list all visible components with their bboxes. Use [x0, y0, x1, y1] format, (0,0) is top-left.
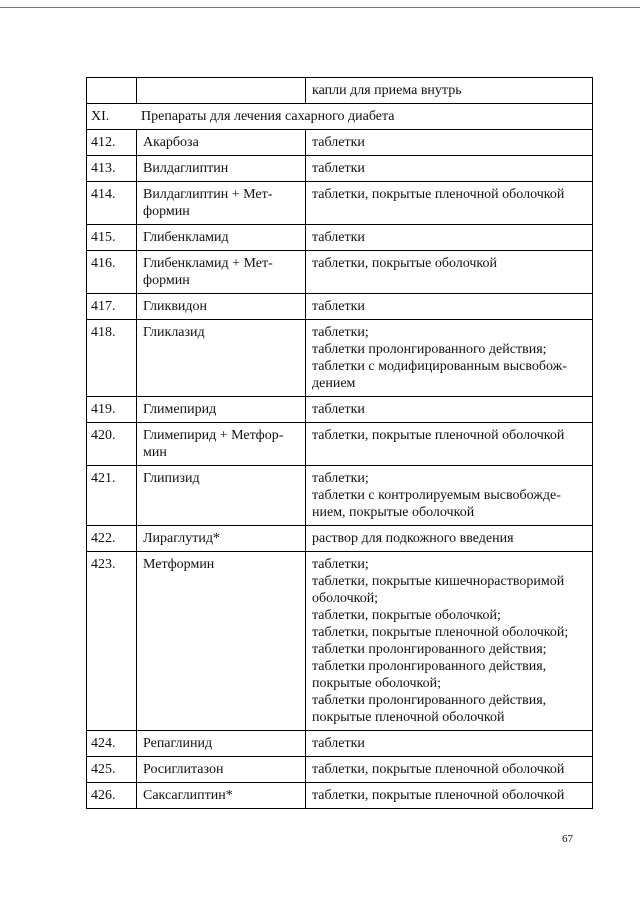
row-number: 422. — [87, 526, 137, 552]
dosage-form: таблетки — [306, 156, 593, 182]
table-row — [87, 423, 593, 466]
top-scan-rule — [0, 7, 640, 8]
table-row — [87, 251, 593, 294]
drug-name: Глимепирид — [137, 397, 306, 423]
table-row — [87, 552, 593, 731]
drug-table-body — [87, 78, 593, 809]
table-row — [87, 397, 593, 423]
drug-name: Росиглитазон — [137, 757, 306, 783]
row-number: 421. — [87, 466, 137, 526]
dosage-form: таблетки, покрытые пленочной оболочкой — [306, 783, 593, 809]
dosage-form: капли для приема внутрь — [306, 78, 593, 104]
page-number: 67 — [562, 833, 573, 845]
dosage-form: таблетки; таблетки, покрытые кишечнорастворимой оболочкой; таблетки, покрытые оболочкой; таблетки, покрытые пленочной оболочкой; таблетки пролонгированного действия; таблетки пролонгированного действия, покрытые оболочкой; таблетки пролонгированного действия, покрытые пленочной оболочкой — [306, 552, 593, 731]
table-row — [87, 156, 593, 182]
dosage-form: таблетки; таблетки пролонгированного действия; таблетки с модифицированным высвобож- дением — [306, 320, 593, 397]
dosage-form: раствор для подкожного введения — [306, 526, 593, 552]
row-number: 418. — [87, 320, 137, 397]
table-row — [87, 757, 593, 783]
drug-name: Глипизид — [137, 466, 306, 526]
dosage-form: таблетки — [306, 294, 593, 320]
table-row — [87, 182, 593, 225]
row-number: 414. — [87, 182, 137, 225]
dosage-form: таблетки — [306, 130, 593, 156]
dosage-form: таблетки; таблетки с контролируемым высвобожде- нием, покрытые оболочкой — [306, 466, 593, 526]
drug-name: Гликвидон — [137, 294, 306, 320]
table-row — [87, 130, 593, 156]
dosage-form: таблетки — [306, 731, 593, 757]
table-row — [87, 320, 593, 397]
section-title: Препараты для лечения сахарного диабета — [141, 109, 395, 124]
drug-name: Акарбоза — [137, 130, 306, 156]
section-number: XI. — [91, 109, 110, 124]
drug-name: Саксаглиптин* — [137, 783, 306, 809]
row-number: 424. — [87, 731, 137, 757]
drug-name — [137, 78, 306, 104]
table-row — [87, 731, 593, 757]
drug-name: Гликлазид — [137, 320, 306, 397]
dosage-form: таблетки, покрытые пленочной оболочкой — [306, 423, 593, 466]
dosage-form: таблетки, покрытые оболочкой — [306, 251, 593, 294]
row-number: 413. — [87, 156, 137, 182]
drug-name: Глибенкламид — [137, 225, 306, 251]
row-number: 420. — [87, 423, 137, 466]
drug-name: Лираглутид* — [137, 526, 306, 552]
table-row — [87, 466, 593, 526]
table-row — [87, 294, 593, 320]
dosage-form: таблетки — [306, 225, 593, 251]
section-header — [87, 104, 593, 130]
drug-table — [86, 77, 593, 809]
row-number: 415. — [87, 225, 137, 251]
drug-name: Глибенкламид + Мет- формин — [137, 251, 306, 294]
table-row — [87, 526, 593, 552]
row-number: 412. — [87, 130, 137, 156]
row-number: 417. — [87, 294, 137, 320]
drug-name: Вилдаглиптин — [137, 156, 306, 182]
row-number: 423. — [87, 552, 137, 731]
row-number: 426. — [87, 783, 137, 809]
row-number: 416. — [87, 251, 137, 294]
table-row — [87, 783, 593, 809]
dosage-form: таблетки, покрытые пленочной оболочкой — [306, 757, 593, 783]
row-number: 425. — [87, 757, 137, 783]
dosage-form: таблетки, покрытые пленочной оболочкой — [306, 182, 593, 225]
continuation-row — [87, 78, 593, 104]
drug-name: Репаглинид — [137, 731, 306, 757]
drug-name: Глимепирид + Метфор- мин — [137, 423, 306, 466]
dosage-form: таблетки — [306, 397, 593, 423]
row-number — [87, 78, 137, 104]
table-row — [87, 225, 593, 251]
section-row — [87, 104, 593, 130]
row-number: 419. — [87, 397, 137, 423]
drug-name: Метформин — [137, 552, 306, 731]
drug-name: Вилдаглиптин + Мет- формин — [137, 182, 306, 225]
